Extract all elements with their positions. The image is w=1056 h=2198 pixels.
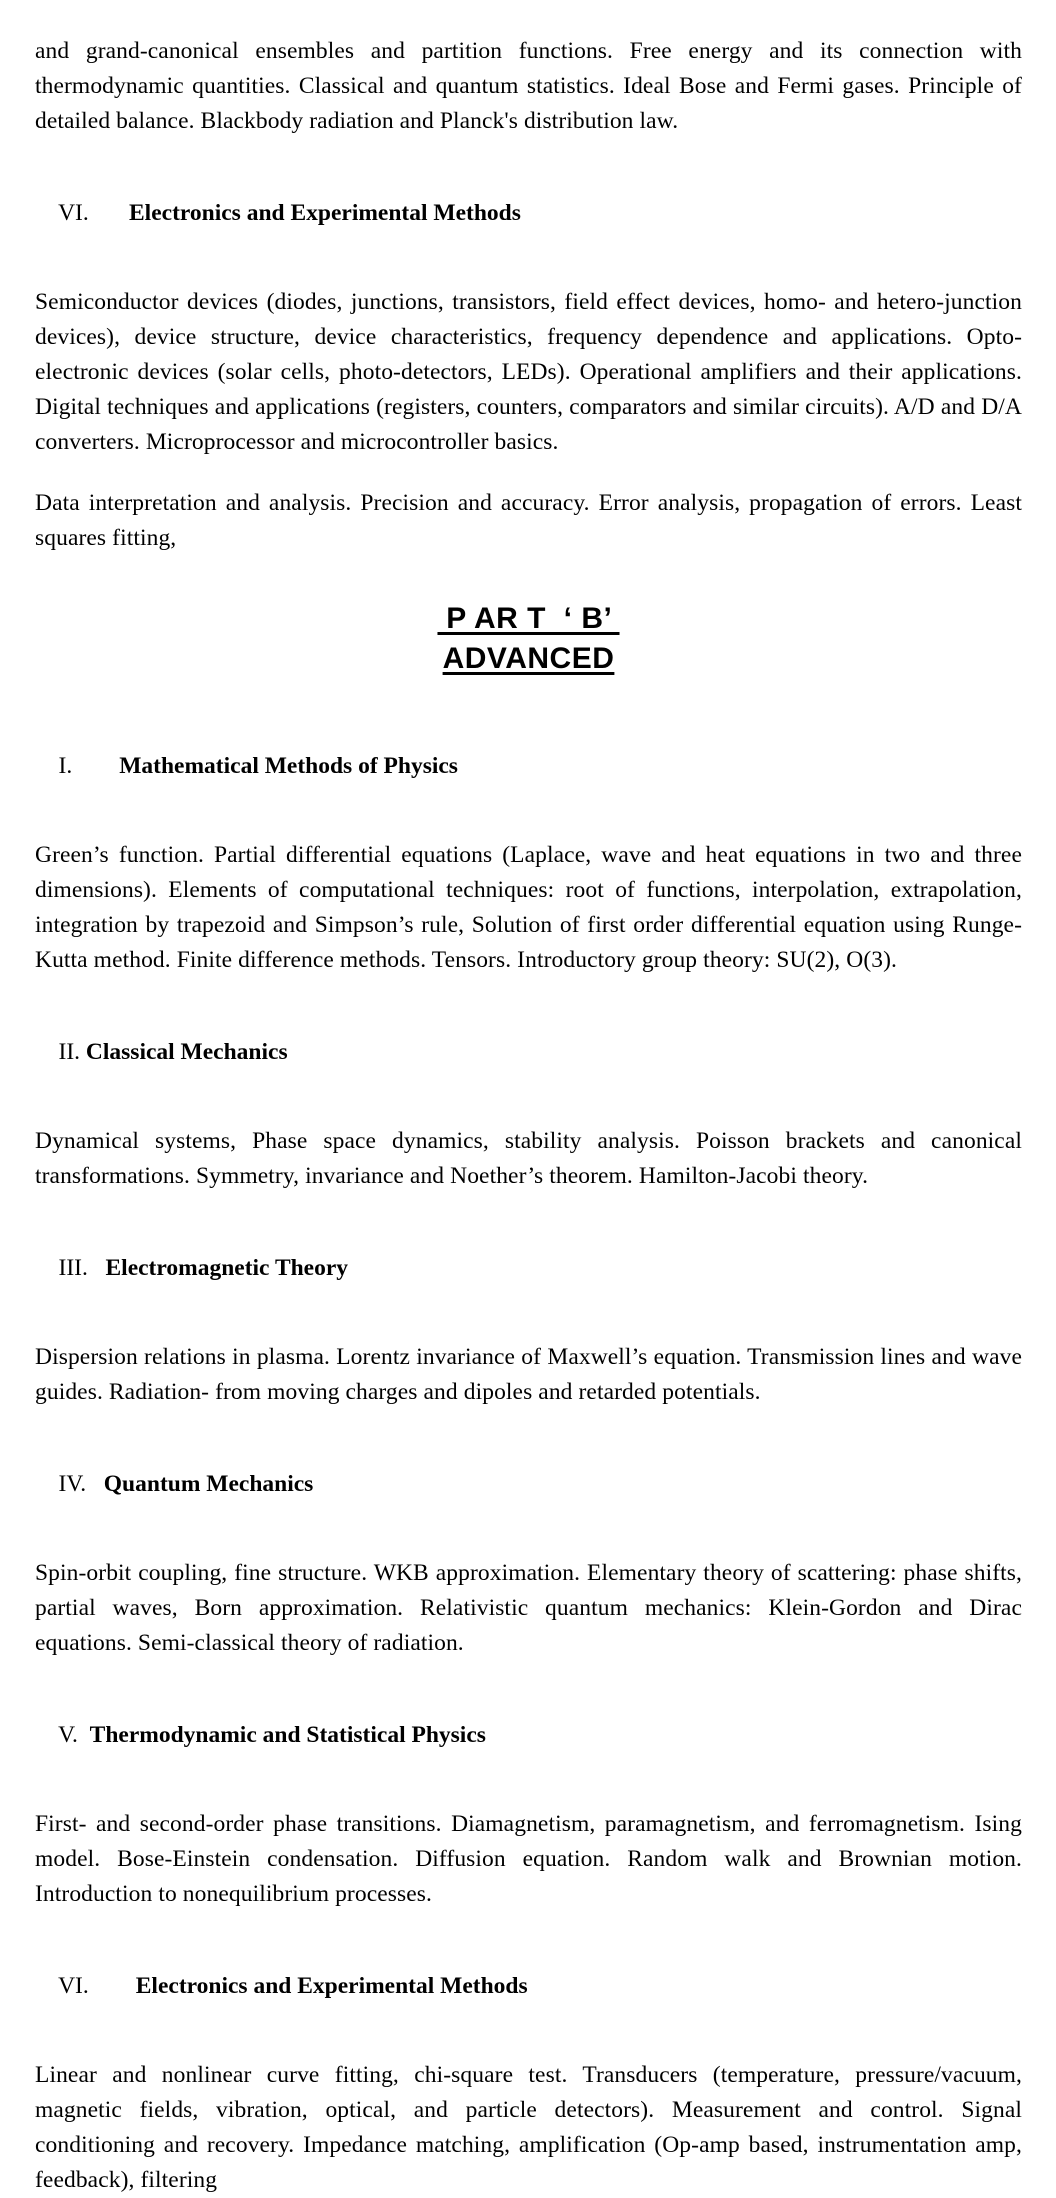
section-number: III.	[58, 1255, 88, 1281]
section-number-gap	[78, 1722, 90, 1748]
section-number-gap	[86, 1471, 104, 1497]
section-number: V.	[58, 1722, 78, 1748]
section-heading-iv	[35, 1436, 1022, 1532]
continued-paragraph: and grand-canonical ensembles and partition functions. Free energy and its connection with thermodynamic quantities. Classical and quantum statistics. Ideal Bose and Fermi gases. Principle of detailed balance. Blackbody radiation and Planck's distribution law.	[35, 38, 1022, 134]
section-number-gap	[72, 753, 119, 779]
section-title: Classical Mechanics	[85, 1039, 288, 1065]
section-number: VI.	[58, 1973, 89, 1999]
section-number: VI.	[58, 200, 89, 226]
section-number: II.	[58, 1039, 81, 1065]
section-heading-part-a-vi	[35, 165, 1022, 261]
part-b-subtitle-advanced: ADVANCED	[442, 642, 615, 675]
section-heading-v	[35, 1687, 1022, 1783]
section-number: IV.	[58, 1471, 87, 1497]
paragraph-classical-mechanics: Dynamical systems, Phase space dynamics, stability analysis. Poisson brackets and canonical transformations. Symmetry, invariance and Noether’s theorem. Hamilton-Jacobi theory.	[35, 1128, 1022, 1189]
section-title: Quantum Mechanics	[103, 1471, 314, 1497]
paragraph-electronics-part-a: Semiconductor devices (diodes, junctions, transistors, field effect devices, homo- and hetero-junction devices), device structure, device characteristics, frequency dependence and applications. Opto-electronic devices (solar cells, photo-detectors, LEDs). Operational amplifiers and their applications. Digital techniques and applications (registers, counters, comparators and similar circuits). A/D and D/A converters. Microprocessor and microcontroller basics.	[35, 289, 1022, 455]
section-heading-ii	[35, 1004, 1022, 1100]
section-number-gap	[88, 1255, 106, 1281]
section-title: Mathematical Methods of Physics	[119, 753, 458, 779]
section-title: Electromagnetic Theory	[105, 1255, 349, 1281]
paragraph-electromagnetic-theory: Dispersion relations in plasma. Lorentz invariance of Maxwell’s equation. Transmission lines and wave guides. Radiation- from moving charges and dipoles and retarded potentials.	[35, 1344, 1022, 1405]
section-heading-i	[35, 718, 1022, 814]
section-title: Thermodynamic and Statistical Physics	[89, 1722, 486, 1748]
section-title: Electronics and Experimental Methods	[135, 1973, 528, 1999]
paragraph-thermodynamic-statistical: First- and second-order phase transitions. Diamagnetism, paramagnetism, and ferromagnetism. Ising model. Bose-Einstein condensation. Diffusion equation. Random walk and Brownian motion. Introduction to nonequilibrium processes.	[35, 1811, 1022, 1907]
section-number: I.	[58, 753, 73, 779]
section-heading-iii	[35, 1220, 1022, 1316]
part-b-title-block	[35, 600, 1022, 678]
paragraph-quantum-mechanics: Spin-orbit coupling, fine structure. WKB approximation. Elementary theory of scattering: phase shifts, partial waves, Born approximation. Relativistic quantum mechanics: Klein-Gordon and Dirac equations. Semi-classical theory of radiation.	[35, 1560, 1022, 1656]
paragraph-mathematical-methods: Green’s function. Partial differential equations (Laplace, wave and heat equations in two and three dimensions). Elements of computational techniques: root of functions, interpolation, extrapolation, integration by trapezoid and Simpson’s rule, Solution of first order differential equation using Runge-Kutta method. Finite difference methods. Tensors. Introductory group theory: SU(2), O(3).	[35, 842, 1022, 973]
section-title: Electronics and Experimental Methods	[129, 200, 521, 226]
paragraph-electronics-experimental: Linear and nonlinear curve fitting, chi-square test. Transducers (temperature, pressure/vacuum, magnetic fields, vibration, optical, and particle detectors). Measurement and control. Signal conditioning and recovery. Impedance matching, amplification (Op-amp based, instrumentation amp, feedback), filtering	[35, 2062, 1022, 2193]
section-number-gap	[89, 200, 129, 226]
part-b-label: P AR T ‘ B’	[437, 602, 620, 635]
section-heading-vi	[35, 1938, 1022, 2034]
paragraph-data-interpretation: Data interpretation and analysis. Precision and accuracy. Error analysis, propagation of errors. Least squares fitting,	[35, 490, 1022, 551]
section-number-gap	[89, 1973, 136, 1999]
